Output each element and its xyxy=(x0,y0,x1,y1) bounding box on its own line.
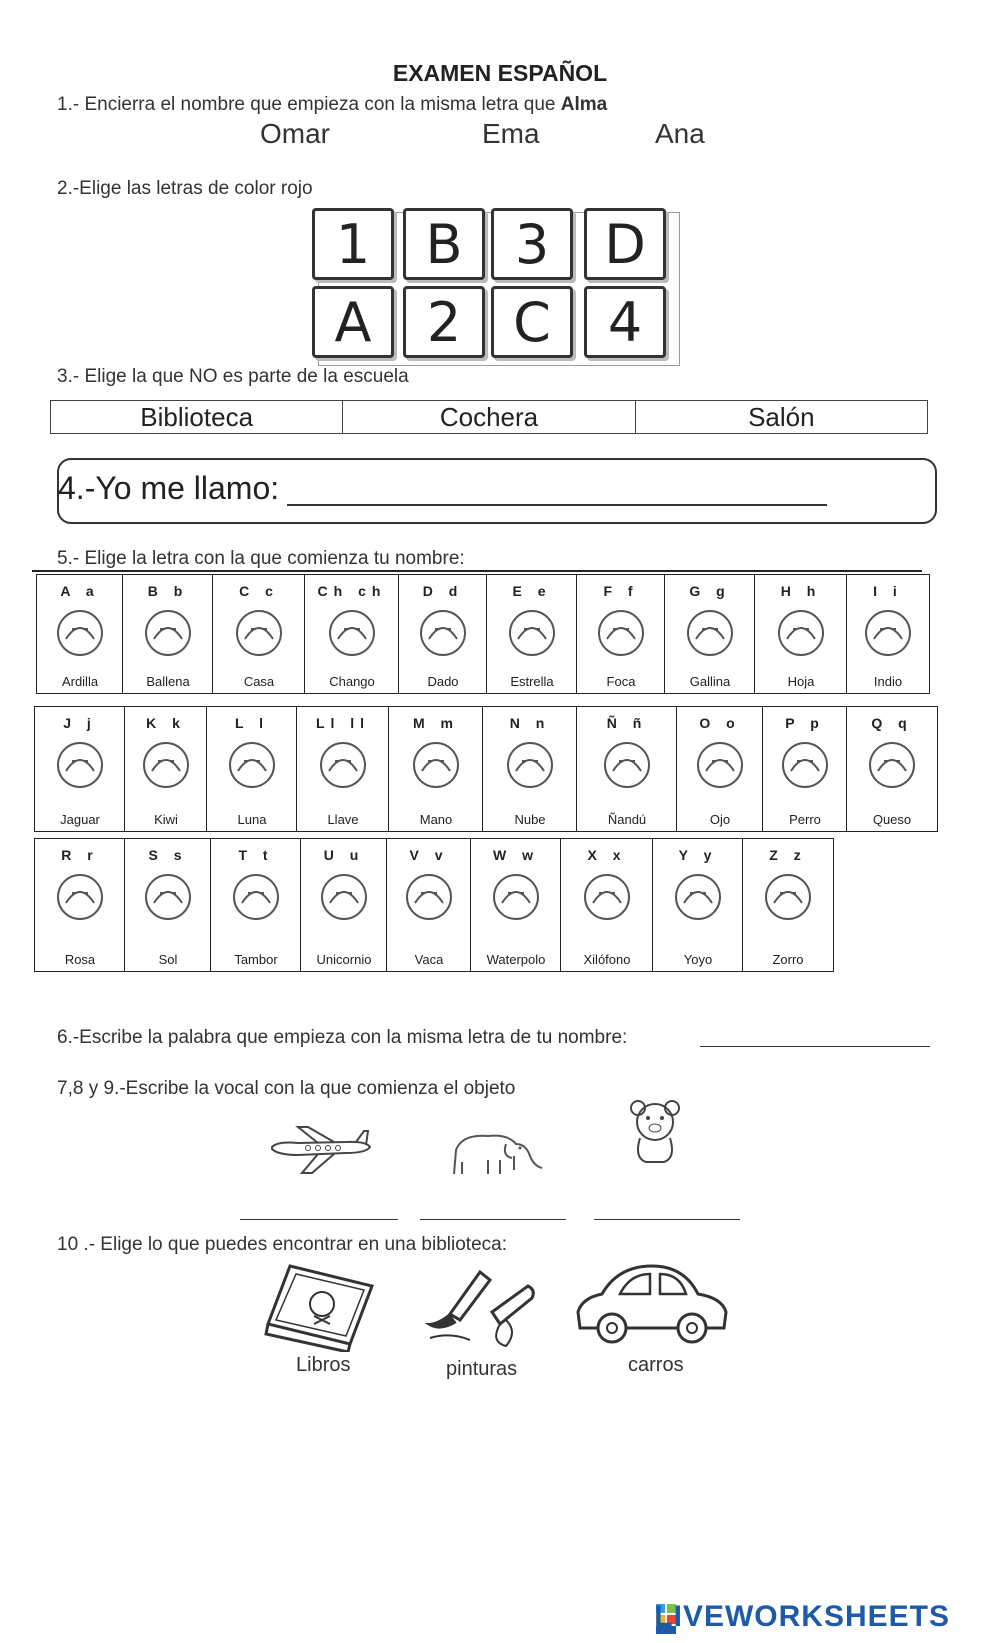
rose-icon xyxy=(52,869,108,925)
alphabet-card-indio[interactable] xyxy=(846,574,930,694)
alphabet-card-word: Queso xyxy=(872,812,912,827)
hand-icon xyxy=(408,737,464,793)
alphabet-card-queso[interactable] xyxy=(846,706,938,832)
tile-4[interactable]: 4 xyxy=(584,286,666,358)
q9-answer-line[interactable] xyxy=(594,1219,740,1220)
alphabet-card-letters: Y y xyxy=(678,847,718,863)
alphabet-card-word: Foca xyxy=(606,674,636,689)
alphabet-card-word: Luna xyxy=(237,812,267,827)
question-10-text: 10 .- Elige lo que puedes encontrar en una biblioteca: xyxy=(57,1234,507,1255)
alphabet-card-word: Hoja xyxy=(787,674,815,689)
alphabet-card-sol[interactable] xyxy=(124,838,212,972)
alphabet-card-hoja[interactable] xyxy=(754,574,848,694)
alphabet-card-word: Vaca xyxy=(414,952,444,967)
alphabet-card-letters: Ñ ñ xyxy=(606,715,648,731)
q1-option-ana[interactable]: Ana xyxy=(655,118,705,149)
alphabet-card-word: Rosa xyxy=(64,952,96,967)
alphabet-card-llave[interactable] xyxy=(296,706,390,832)
alphabet-card-letters: N n xyxy=(509,715,551,731)
alphabet-card-word: Casa xyxy=(243,674,275,689)
leaf-icon xyxy=(773,605,829,661)
xylophone-icon xyxy=(579,869,635,925)
star-icon xyxy=(504,605,560,661)
tile-3[interactable]: 3 xyxy=(491,208,573,280)
dog-icon xyxy=(777,737,833,793)
question-1-keyword: Alma xyxy=(560,94,608,115)
question-4-text: 4.-Yo me llamo: xyxy=(58,470,280,506)
alphabet-card-word: Sol xyxy=(158,952,178,967)
hen-icon xyxy=(682,605,738,661)
paint-icon[interactable] xyxy=(420,1262,540,1352)
eye-icon xyxy=(692,737,748,793)
alphabet-card-ñandú[interactable] xyxy=(576,706,678,832)
alphabet-card-waterpolo[interactable] xyxy=(470,838,562,972)
question-5-text: 5.- Elige la letra con la que comienza tu nombre: xyxy=(57,548,465,569)
question-1-text: 1.- Encierra el nombre que empieza con la misma letra que xyxy=(57,94,561,115)
alphabet-card-letters: L l xyxy=(234,715,270,731)
alphabet-card-word: Ballena xyxy=(146,674,190,689)
alphabet-card-word: Unicornio xyxy=(316,952,372,967)
alphabet-card-word: Mano xyxy=(419,812,453,827)
q3-option-salon[interactable]: Salón xyxy=(748,402,815,432)
tile-1[interactable]: 1 xyxy=(312,208,394,280)
sun-icon xyxy=(140,869,196,925)
alphabet-card-word: Yoyo xyxy=(683,952,713,967)
alphabet-card-letters: Ch ch xyxy=(317,583,387,599)
alphabet-card-yoyo[interactable] xyxy=(652,838,744,972)
alphabet-card-zorro[interactable] xyxy=(742,838,834,972)
alphabet-card-word: Tambor xyxy=(234,952,278,967)
alphabet-card-letters: W w xyxy=(493,847,539,863)
page-title: EXAMEN ESPAÑOL xyxy=(392,60,608,86)
alphabet-card-letters: V v xyxy=(409,847,449,863)
key-icon xyxy=(315,737,371,793)
alphabet-top-rule xyxy=(32,570,922,572)
cheese-icon xyxy=(864,737,920,793)
alphabet-card-letters: F f xyxy=(603,583,639,599)
waterpolo-icon xyxy=(488,869,544,925)
alphabet-card-dado[interactable] xyxy=(398,574,488,694)
alphabet-card-luna[interactable] xyxy=(206,706,298,832)
alphabet-card-word: Xilófono xyxy=(583,952,631,967)
alphabet-card-ardilla[interactable] xyxy=(36,574,124,694)
q3-option-biblioteca[interactable]: Biblioteca xyxy=(51,401,343,433)
alphabet-card-letters: K k xyxy=(146,715,186,731)
alphabet-card-letters: P p xyxy=(785,715,825,731)
moon-icon xyxy=(224,737,280,793)
tile-2[interactable]: 2 xyxy=(403,286,485,358)
q8-answer-line[interactable] xyxy=(420,1219,566,1220)
alphabet-card-letters: B b xyxy=(147,583,189,599)
alphabet-card-word: Indio xyxy=(873,674,903,689)
q7-answer-line[interactable] xyxy=(240,1219,398,1220)
q1-option-ema[interactable]: Ema xyxy=(482,118,540,149)
q1-option-omar[interactable]: Omar xyxy=(260,118,330,149)
whale-icon xyxy=(140,605,196,661)
alphabet-card-perro[interactable] xyxy=(762,706,848,832)
seal-icon xyxy=(593,605,649,661)
house-icon xyxy=(231,605,287,661)
kiwi-icon xyxy=(138,737,194,793)
q10-option-libros[interactable]: Libros xyxy=(296,1354,351,1376)
alphabet-card-word: Ardilla xyxy=(61,674,99,689)
yoyo-icon xyxy=(670,869,726,925)
alphabet-card-word: Gallina xyxy=(689,674,731,689)
dice-icon xyxy=(415,605,471,661)
alphabet-card-word: Zorro xyxy=(772,952,804,967)
alphabet-card-letters: Ll ll xyxy=(315,715,371,731)
alphabet-card-xilófono[interactable] xyxy=(560,838,654,972)
alphabet-card-letters: O o xyxy=(699,715,741,731)
bear-icon xyxy=(624,1098,690,1166)
alphabet-card-word: Kiwi xyxy=(154,812,178,827)
drum-icon xyxy=(228,869,284,925)
alphabet-card-mano[interactable] xyxy=(388,706,484,832)
alphabet-card-word: Ojo xyxy=(709,812,731,827)
alphabet-card-letters: S s xyxy=(148,847,188,863)
question-6-text: 6.-Escribe la palabra que empieza con la misma letra de tu nombre: xyxy=(57,1027,628,1048)
book-icon[interactable] xyxy=(260,1262,380,1352)
elephant-icon xyxy=(448,1130,548,1180)
unicorn-icon xyxy=(316,869,372,925)
alphabet-card-casa[interactable] xyxy=(212,574,306,694)
alphabet-card-letters: C c xyxy=(239,583,279,599)
alphabet-card-word: Waterpolo xyxy=(486,952,546,967)
alphabet-card-ballena[interactable] xyxy=(122,574,214,694)
alphabet-card-word: Dado xyxy=(427,674,459,689)
tile-a[interactable]: A xyxy=(312,286,394,358)
indian-icon xyxy=(860,605,916,661)
alphabet-card-letters: R r xyxy=(61,847,99,863)
q6-answer-line[interactable] xyxy=(700,1046,930,1047)
alphabet-card-letters: J j xyxy=(63,715,97,731)
alphabet-card-word: Estrella xyxy=(510,674,554,689)
alphabet-card-jaguar[interactable] xyxy=(34,706,126,832)
fox-icon xyxy=(760,869,816,925)
name-input-line[interactable] xyxy=(287,504,827,506)
q3-options-table xyxy=(50,400,928,434)
car-icon[interactable] xyxy=(572,1262,732,1352)
liveworksheets-brand: LIVEWORKSHEETS xyxy=(654,1600,950,1633)
alphabet-card-vaca[interactable] xyxy=(386,838,472,972)
alphabet-card-letters: Q q xyxy=(871,715,913,731)
alphabet-card-letters: U u xyxy=(323,847,365,863)
question-789-text: 7,8 y 9.-Escribe la vocal con la que comienza el objeto xyxy=(57,1078,516,1099)
alphabet-card-ojo[interactable] xyxy=(676,706,764,832)
alphabet-card-foca[interactable] xyxy=(576,574,666,694)
cow-icon xyxy=(401,869,457,925)
rhea-icon xyxy=(599,737,655,793)
alphabet-card-word: Llave xyxy=(327,812,359,827)
alphabet-card-letters: G g xyxy=(689,583,731,599)
alphabet-card-rosa[interactable] xyxy=(34,838,126,972)
alphabet-card-word: Ñandú xyxy=(607,812,647,827)
q3-option-cochera[interactable]: Cochera xyxy=(343,401,635,433)
squirrel-icon xyxy=(52,605,108,661)
alphabet-card-letters: Z z xyxy=(769,847,807,863)
alphabet-card-letters: E e xyxy=(512,583,552,599)
alphabet-card-word: Perro xyxy=(789,812,821,827)
alphabet-card-letters: I i xyxy=(873,583,903,599)
question-1 xyxy=(57,94,607,116)
alphabet-card-chango[interactable] xyxy=(304,574,400,694)
alphabet-card-estrella[interactable] xyxy=(486,574,578,694)
alphabet-card-word: Nube xyxy=(514,812,546,827)
jaguar-icon xyxy=(52,737,108,793)
alphabet-card-word: Chango xyxy=(329,674,375,689)
tile-c[interactable]: C xyxy=(491,286,573,358)
question-2-text: 2.-Elige las letras de color rojo xyxy=(57,178,313,199)
tile-d[interactable]: D xyxy=(584,208,666,280)
alphabet-card-gallina[interactable] xyxy=(664,574,756,694)
monkey-icon xyxy=(324,605,380,661)
alphabet-card-unicornio[interactable] xyxy=(300,838,388,972)
alphabet-card-kiwi[interactable] xyxy=(124,706,208,832)
alphabet-card-letters: D d xyxy=(422,583,464,599)
alphabet-card-nube[interactable] xyxy=(482,706,578,832)
alphabet-card-letters: M m xyxy=(413,715,459,731)
alphabet-card-tambor[interactable] xyxy=(210,838,302,972)
q10-option-pinturas[interactable]: pinturas xyxy=(446,1358,518,1380)
cloud-icon xyxy=(502,737,558,793)
alphabet-card-letters: T t xyxy=(238,847,274,863)
alphabet-card-letters: H h xyxy=(780,583,822,599)
alphabet-card-letters: X x xyxy=(587,847,627,863)
alphabet-card-letters: A a xyxy=(60,583,100,599)
airplane-icon xyxy=(268,1125,374,1175)
q10-option-carros[interactable]: carros xyxy=(628,1354,684,1376)
alphabet-card-word: Jaguar xyxy=(60,812,100,827)
tile-b[interactable]: B xyxy=(403,208,485,280)
question-3-text: 3.- Elige la que NO es parte de la escuela xyxy=(57,366,409,387)
